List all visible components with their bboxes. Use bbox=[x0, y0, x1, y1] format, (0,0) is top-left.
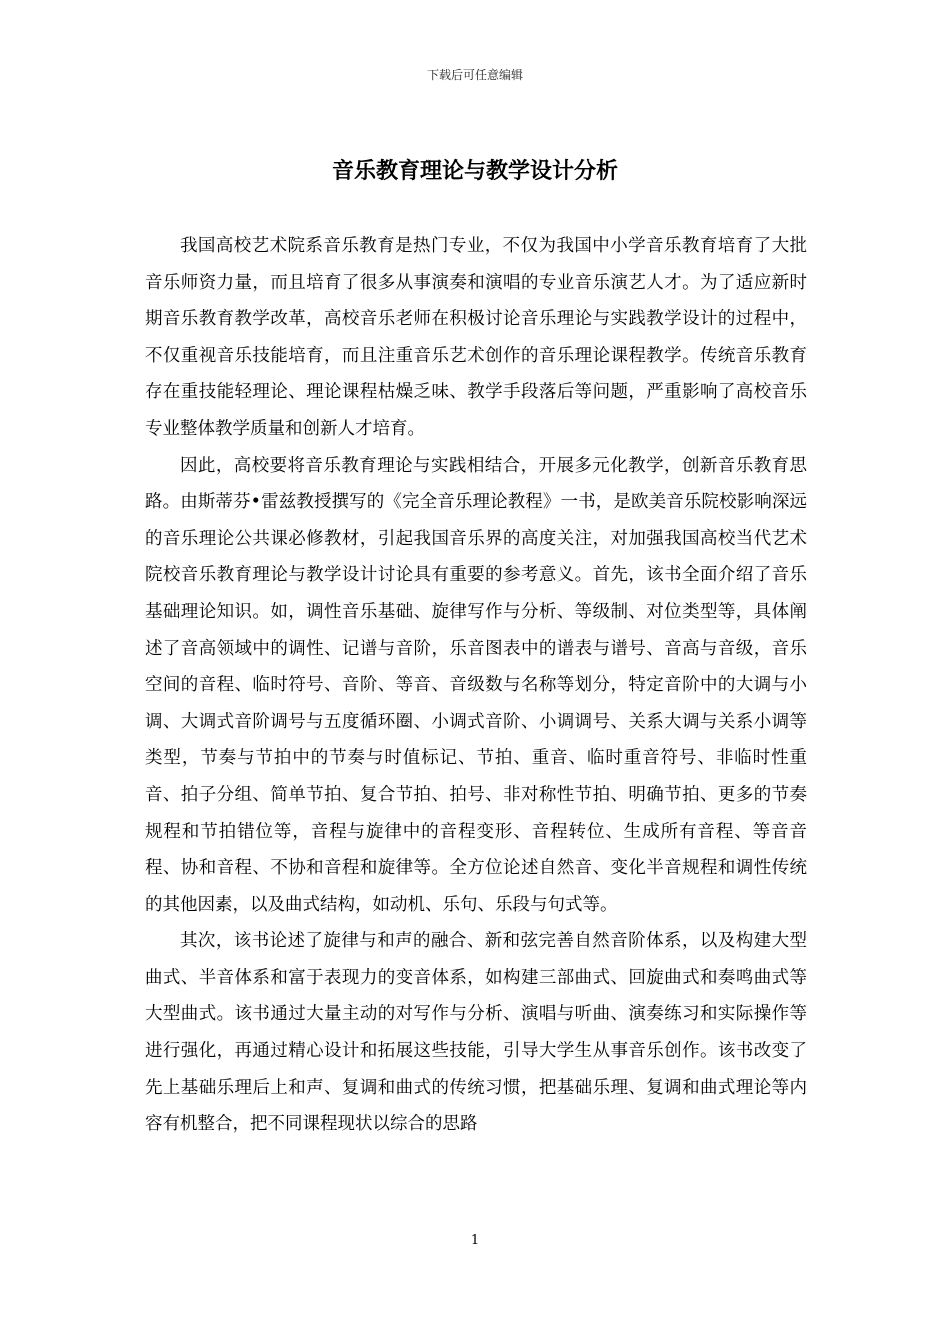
document-body bbox=[145, 228, 807, 1143]
body-paragraph: 我国高校艺术院系音乐教育是热门专业，不仅为我国中小学音乐教育培育了大批音乐师资力量，而且培育了很多从事演奏和演唱的专业音乐演艺人才。为了适应新时期音乐教育教学改革，高校音乐老师在积极讨论音乐理论与实践教学设计的过程中，不仅重视音乐技能培育，而且注重音乐艺术创作的音乐理论课程教学。传统音乐教育存在重技能轻理论、理论课程枯燥乏味、教学手段落后等问题，严重影响了高校音乐专业整体教学质量和创新人才培育。 bbox=[145, 236, 807, 439]
page-number: 1 bbox=[470, 1233, 480, 1248]
body-paragraph: 因此，高校要将音乐教育理论与实践相结合，开展多元化教学，创新音乐教育思路。由斯蒂芬•雷兹教授撰写的《完全音乐理论教程》一书，是欧美音乐院校影响深远的音乐理论公共课必修教材，引起我国音乐界的高度关注，对加强我国高校当代艺术院校音乐教育理论与教学设计讨论具有重要的参考意义。首先，该书全面介绍了音乐基础理论知识。如，调性音乐基础、旋律写作与分析、等级制、对位类型等，具体阐述了音高领域中的调性、记谱与音阶，乐音图表中的谱表与谱号、音高与音级，音乐空间的音程、临时符号、音阶、等音、音级数与名称等划分，特定音阶中的大调与小调、大调式音阶调号与五度循环圈、小调式音阶、小调调号、关系大调与关系小调等类型，节奏与节拍中的节奏与时值标记、节拍、重音、临时重音符号、非临时性重音、拍子分组、简单节拍、复合节拍、拍号、非对称性节拍、明确节拍、更多的节奏规程和节拍错位等，音程与旋律中的音程变形、音程转位、生成所有音程、等音音程、协和音程、不协和音程和旋律等。全方位论述自然音、变化半音规程和调性传统的其他因素，以及曲式结构，如动机、乐句、乐段与句式等。 bbox=[145, 455, 807, 915]
body-paragraph: 其次，该书论述了旋律与和声的融合、新和弦完善自然音阶体系，以及构建大型曲式、半音体系和富于表现力的变音体系，如构建三部曲式、回旋曲式和奏鸣曲式等大型曲式。该书通过大量主动的对写作与分析、演唱与听曲、演奏练习和实际操作等进行强化，再通过精心设计和拓展这些技能，引导大学生从事音乐创作。该书改变了先上基础乐理后上和声、复调和曲式的传统习惯，把基础乐理、复调和曲式理论等内容有机整合，把不同课程现状以综合的思路 bbox=[145, 931, 807, 1135]
document-title: 音乐教育理论与教学设计分析 bbox=[331, 158, 618, 184]
header-note: 下载后可任意编辑 bbox=[426, 68, 523, 82]
